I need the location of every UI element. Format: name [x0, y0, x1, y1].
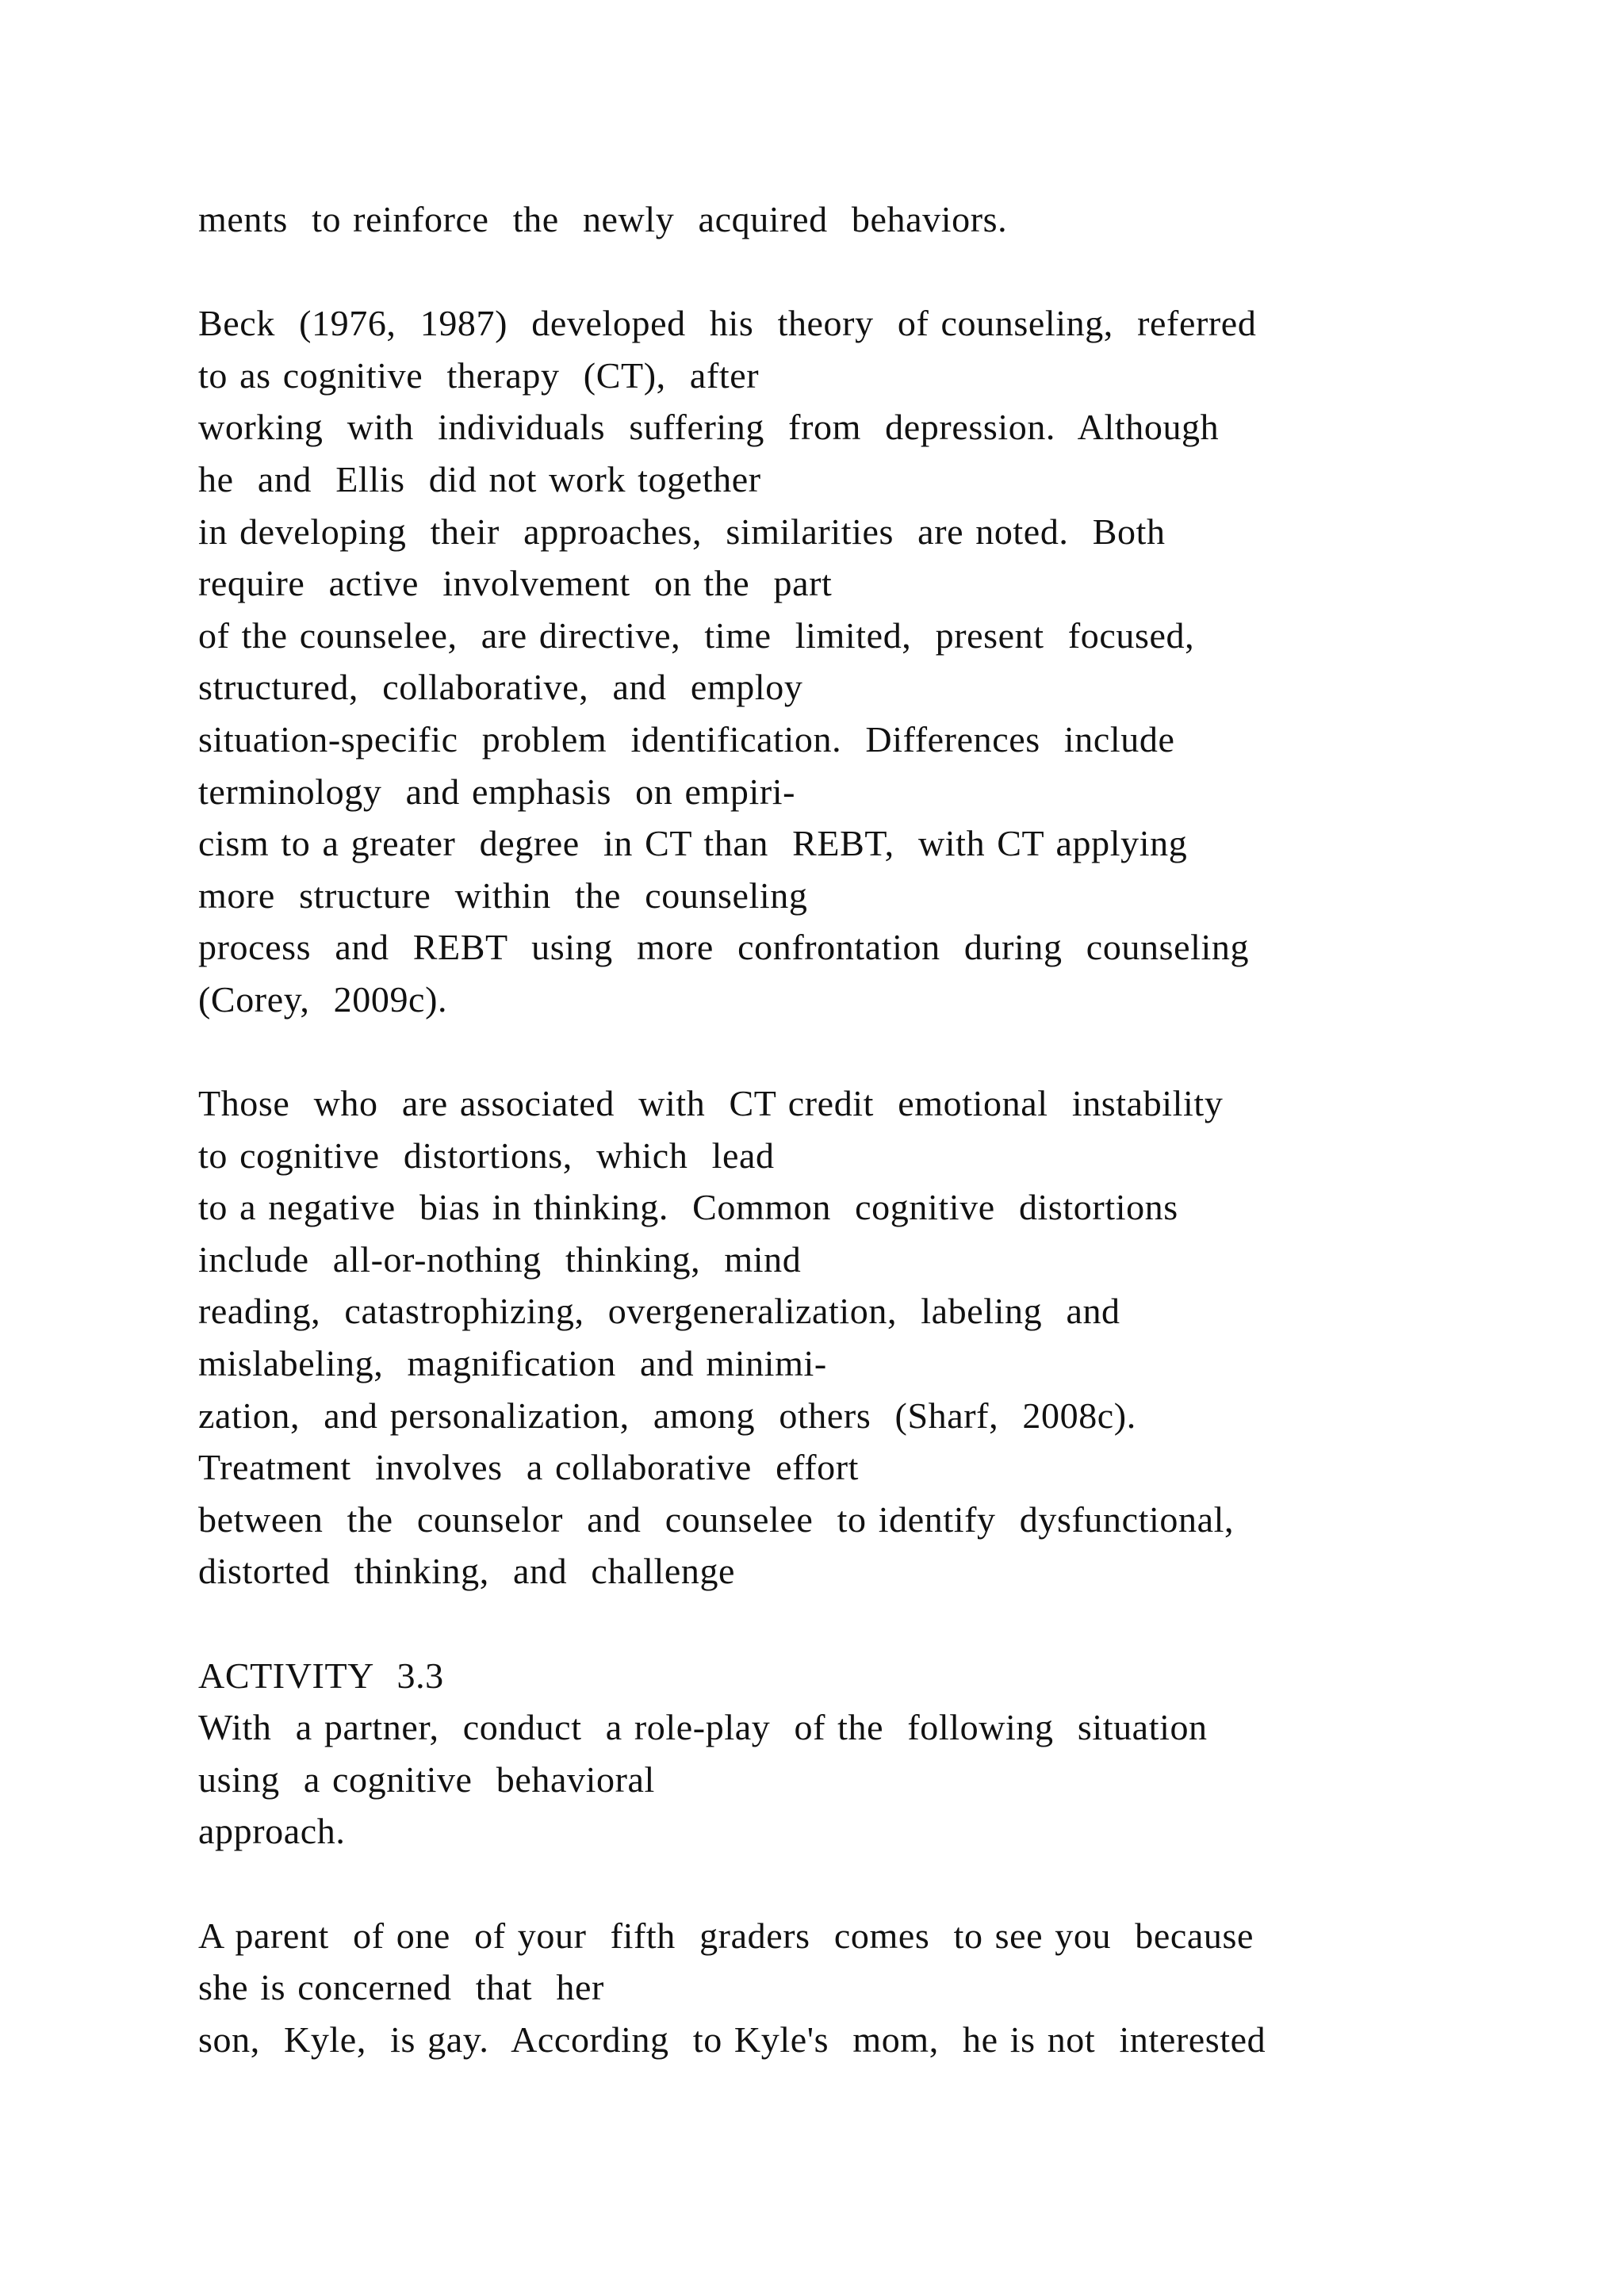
text-line: to a negative bias in thinking. Common cognitive distortions: [198, 1187, 1178, 1228]
paragraph: [198, 297, 1618, 1025]
text-line: (Corey, 2009c).: [198, 978, 448, 1020]
text-line: structured, collaborative, and employ: [198, 667, 803, 708]
text-line: ments to reinforce the newly acquired behaviors.: [198, 199, 1008, 239]
text-line: include all-or-nothing thinking, mind: [198, 1238, 802, 1280]
paragraph: [198, 1077, 1618, 1598]
text-line: of the counselee, are directive, time limited, present focused,: [198, 614, 1195, 656]
text-line: zation, and personalization, among others (Sharf, 2008c).: [198, 1395, 1136, 1436]
text-line: Those who are associated with CT credit emotional instability: [198, 1083, 1224, 1124]
text-line: she is concerned that her: [198, 1967, 604, 2008]
paragraph: [198, 1650, 1618, 1858]
text-line: working with individuals suffering from depression. Although: [198, 407, 1220, 448]
paragraph-gap: [198, 1026, 1618, 1078]
text-line: approach.: [198, 1811, 346, 1852]
paragraph-gap: [198, 1598, 1618, 1650]
text-line: With a partner, conduct a role-play of the following situation: [198, 1707, 1208, 1748]
document-body: [198, 193, 1618, 2065]
text-line: situation-specific problem identification. Differences include: [198, 718, 1175, 760]
text-line: reading, catastrophizing, overgeneralization, labeling and: [198, 1291, 1120, 1332]
text-line: terminology and emphasis on empiri-: [198, 771, 796, 812]
text-line: Beck (1976, 1987) developed his theory of counseling, referred: [198, 303, 1257, 344]
text-line: A parent of one of your fifth graders comes to see you because: [198, 1915, 1254, 1956]
text-line: process and REBT using more confrontation during counseling: [198, 927, 1250, 968]
text-line: son, Kyle, is gay. According to Kyle's mom, he is not interested: [198, 2019, 1266, 2060]
text-line: require active involvement on the part: [198, 563, 833, 604]
text-line: he and Ellis did not work together: [198, 458, 761, 499]
paragraph: [198, 193, 1618, 246]
paragraph-gap: [198, 246, 1618, 298]
text-line: to as cognitive therapy (CT), after: [198, 354, 760, 396]
text-line: to cognitive distortions, which lead: [198, 1135, 775, 1176]
text-line: cism to a greater degree in CT than REBT, with CT applying: [198, 823, 1188, 864]
text-line: mislabeling, magnification and minimi-: [198, 1343, 827, 1384]
paragraph: [198, 1910, 1618, 2066]
text-line: in developing their approaches, similarities are noted. Both: [198, 511, 1166, 552]
text-line: between the counselor and counselee to identify dysfunctional,: [198, 1498, 1235, 1540]
text-line: Treatment involves a collaborative effort: [198, 1447, 860, 1488]
text-line: distorted thinking, and challenge: [198, 1551, 736, 1592]
text-line: ACTIVITY 3.3: [198, 1655, 444, 1696]
paragraph-gap: [198, 1858, 1618, 1910]
text-line: using a cognitive behavioral: [198, 1758, 655, 1800]
text-line: more structure within the counseling: [198, 874, 808, 916]
